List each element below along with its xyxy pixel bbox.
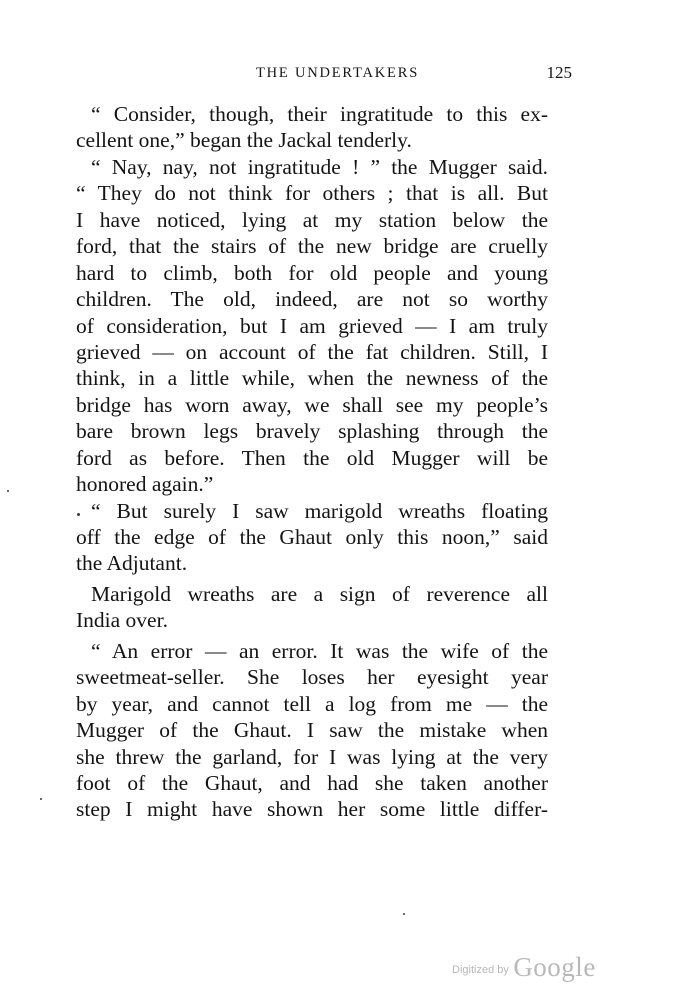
page-number: 125 (546, 63, 572, 82)
text-line: “ But surely I saw marigold wreaths floating (91, 498, 548, 523)
ink-speck (77, 513, 80, 516)
text-line: the Adjutant. (76, 551, 188, 576)
text-line: bridge has worn away, we shall see my people’s (76, 392, 548, 417)
text-line: cellent one,” began the Jackal tenderly. (76, 128, 412, 153)
digitized-watermark (452, 952, 596, 983)
ink-speck (7, 490, 9, 492)
body-text (76, 101, 548, 823)
text-line: children. The old, indeed, are not so worthy (76, 287, 548, 312)
text-line: “ An error — an error. It was the wife of the (91, 638, 548, 663)
text-line: honored again.” (76, 472, 214, 497)
text-line: “ Consider, though, their ingratitude to this ex- (91, 102, 548, 126)
text-line: grieved — on account of the fat children. Still, I (76, 339, 548, 364)
text-line: off the edge of the Ghaut only this noon,” said (76, 525, 548, 549)
text-line: sweetmeat-seller. She loses her eyesight year (76, 665, 548, 690)
text-line: Marigold wreaths are a sign of reverence all (91, 581, 548, 606)
text-line: foot of the Ghaut, and had she taken another (76, 770, 548, 795)
ink-speck (403, 913, 405, 915)
text-line: think, in a little while, when the newness of the (76, 366, 548, 391)
text-line: ford as before. Then the old Mugger will be (76, 445, 548, 470)
running-title: THE UNDERTAKERS (255, 65, 420, 81)
text-line: India over. (76, 608, 168, 633)
text-line: hard to climb, both for old people and young (76, 260, 548, 285)
text-line: step I might have shown her some little differ- (76, 797, 548, 822)
text-line: I have noticed, lying at my station below the (76, 207, 548, 232)
watermark-prefix: Digitized by (452, 964, 509, 976)
text-line: “ Nay, nay, not ingratitude ! ” the Mugger said. (91, 154, 548, 179)
watermark-brand: Google (513, 952, 596, 982)
text-line: Mugger of the Ghaut. I saw the mistake when (76, 718, 548, 743)
text-line: ford, that the stairs of the new bridge are cruelly (76, 234, 548, 259)
text-line: “ They do not think for others ; that is all. But (76, 181, 548, 206)
text-line: bare brown legs bravely splashing through the (76, 419, 548, 444)
text-line: by year, and cannot tell a log from me — the (76, 691, 548, 716)
text-line: she threw the garland, for I was lying at the very (76, 744, 548, 769)
text-line: of consideration, but I am grieved — I am truly (76, 313, 548, 338)
ink-speck (40, 798, 42, 800)
